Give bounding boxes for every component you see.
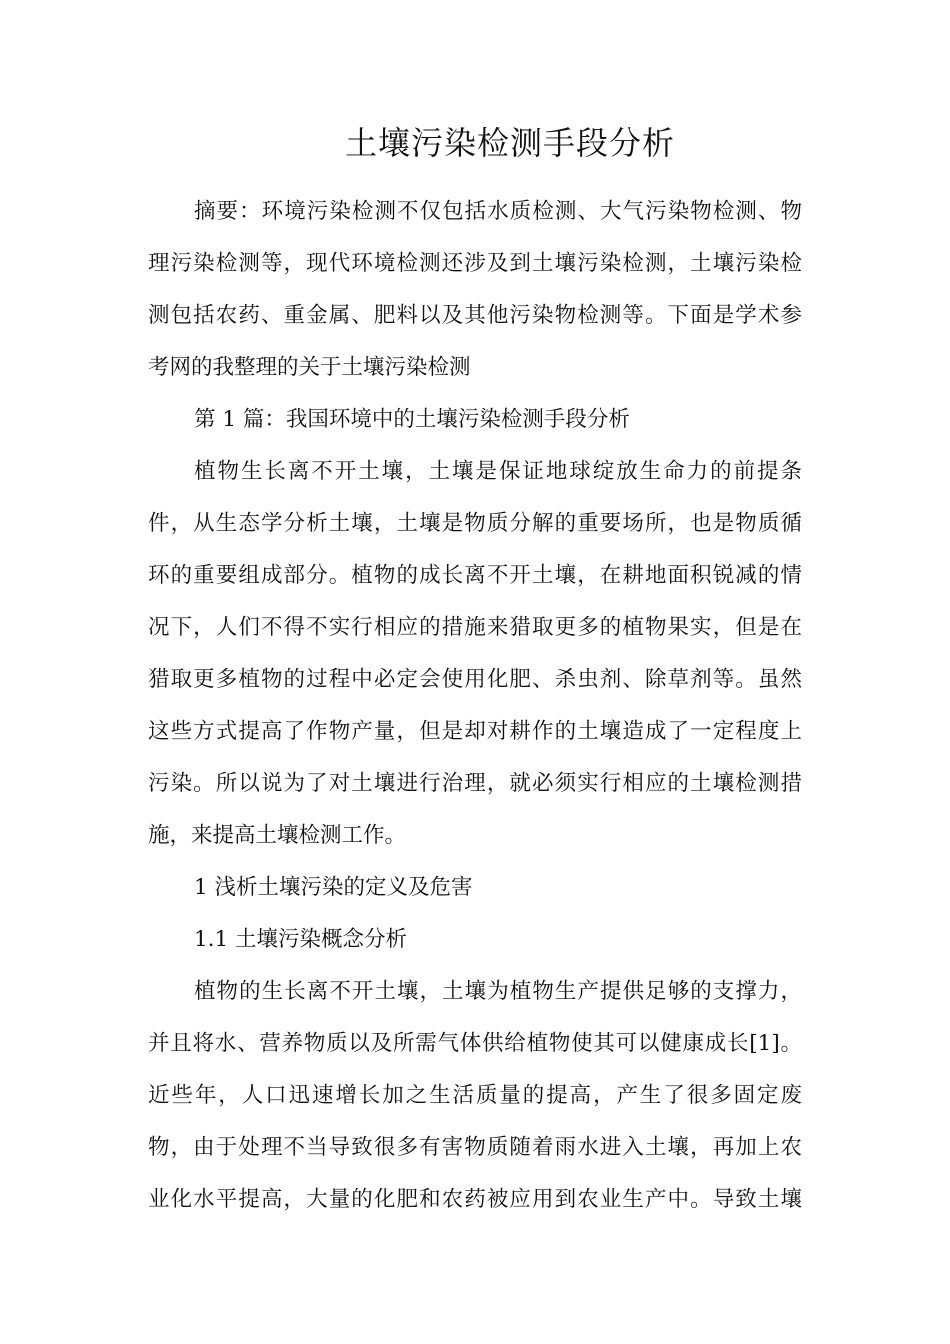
paragraph-line: 这些方式提高了作物产量，但是却对耕作的土壤造成了一定程度上 <box>148 719 802 744</box>
paragraph-line: 猎取更多植物的过程中必定会使用化肥、杀虫剂、除草剂等。虽然 <box>148 667 802 692</box>
paragraph-line: 件，从生态学分析土壤，土壤是物质分解的重要场所，也是物质循 <box>148 511 802 536</box>
paragraph-line: 况下，人们不得不实行相应的措施来猎取更多的植物果实，但是在 <box>148 615 802 640</box>
paragraph-line: 理污染检测等，现代环境检测还涉及到土壤污染检测，土壤污染检 <box>148 251 802 276</box>
section-heading: 第 1 篇：我国环境中的土壤污染检测手段分析 <box>194 407 630 432</box>
paragraph-line: 物，由于处理不当导致很多有害物质随着雨水进入土壤，再加上农 <box>148 1135 802 1160</box>
paragraph-line: 环的重要组成部分。植物的成长离不开土壤，在耕地面积锐减的情 <box>148 563 802 588</box>
section-heading: 1 浅析土壤污染的定义及危害 <box>194 875 473 900</box>
paragraph-line: 施，来提高土壤检测工作。 <box>148 823 407 848</box>
paragraph-line: 植物生长离不开土壤，土壤是保证地球绽放生命力的前提条 <box>194 459 802 484</box>
paragraph-line: 业化水平提高，大量的化肥和农药被应用到农业生产中。导致土壤 <box>148 1187 802 1212</box>
paragraph-line: 近些年，人口迅速增长加之生活质量的提高，产生了很多固定废 <box>148 1083 802 1108</box>
subsection-heading: 1.1 土壤污染概念分析 <box>194 927 408 952</box>
document-title: 土壤污染检测手段分析 <box>344 124 675 162</box>
paragraph-line: 并且将水、营养物质以及所需气体供给植物使其可以健康成长[1]。 <box>148 1031 802 1056</box>
paragraph-line: 植物的生长离不开土壤，土壤为植物生产提供足够的支撑力， <box>194 979 802 1004</box>
paragraph-line: 测包括农药、重金属、肥料以及其他污染物检测等。下面是学术参 <box>148 303 802 328</box>
paragraph-line: 污染。所以说为了对土壤进行治理，就必须实行相应的土壤检测措 <box>148 771 802 796</box>
paragraph-line: 摘要：环境污染检测不仅包括水质检测、大气污染物检测、物 <box>194 199 802 224</box>
paragraph-line: 考网的我整理的关于土壤污染检测 <box>148 355 471 380</box>
